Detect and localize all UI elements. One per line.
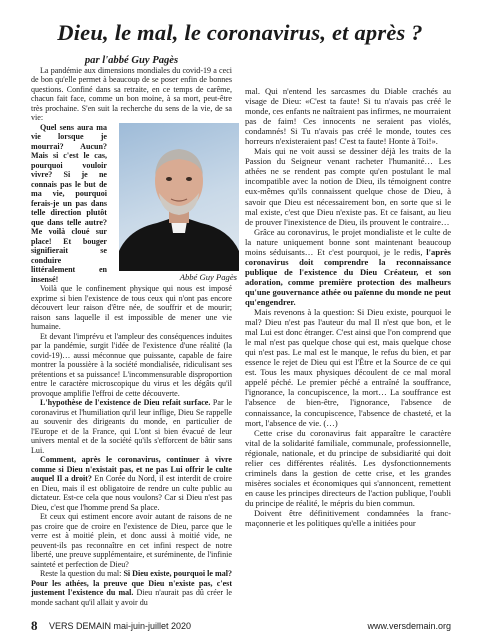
paragraph <box>31 569 232 607</box>
bold-text: L'hypothèse de l'existence de Dieu refait surface. <box>40 398 211 407</box>
left-column <box>31 55 237 607</box>
paragraph: La pandémie aux dimensions mondiales du covid-19 a ceci de bon qu'elle permet à beaucoup de se poser enfin de bonnes questions. Confiné dans sa retraite, en ce temps de carême, chacun fait face, comme un bon moine, à sa mort, peut-être très prochaine. S'en suit la recherche du sens de la vie, de sa vie: <box>31 65 232 122</box>
paragraph: Et devant l'imprévu et l'ampleur des conséquences induites par la pandémie, surgit l'idée de l'existence d'une réalité (la covid-19)… aussi méconnue que puissante, capable de faire montrer la poussière à la société mondialisée, ridiculisant ses prétentions et sa puissance! L'incommensurable disproportion entre le caractère microscopique du virus et les dégâts qu'il provoque amplifie l'effroi de cette découverte. <box>31 331 232 398</box>
paragraph: Et ceux qui estiment encore avoir autant de raisons de ne pas croire que de croire en l'existence de Dieu, parce que le verre est à moitié plein, et donc aussi à moitié vide, ne peuvent-ils pas reconnaître en cet infini respect de notre liberté, une preuve supplémentaire, et suréminente, de l'infinie sainteté et perfection de Dieu? <box>31 512 232 569</box>
text: Reste la question du mal: <box>40 569 124 578</box>
text: Dieu n'aurait pas dû créer le monde sachant qu'il allait y avoir du <box>31 588 232 607</box>
text: Grâce au coronavirus, le projet mondialiste et le culte de la nature uniquement bonne sont maintenant beaucoup moins séduisants… Et c'est pourquoi, je le redis, <box>245 226 451 257</box>
page-number: 8 <box>31 618 38 633</box>
paragraph: Quel sens aura ma vie lorsque je mourrai? Aucun? Mais si c'est le cas, pourquoi vouloir vivre? Si je ne connais pas le but de ma vie, pourquoi ferais-je un pas dans telle direction plutôt que dans telle autre? Me voilà cloué sur place! Et bouger signifierait se conduire littéralement en insensé! <box>31 122 107 284</box>
page-footer <box>31 620 451 634</box>
paragraph: Cette crise du coronavirus fait apparaître le caractère vital de la solidarité familiale, communale, professionnelle, régionale, nationale, et du principe de subsidiarité qui doit relier ces différentes réalités. Les dysfonctionnements criminels dans la gestion de cette crise, et les grandes misères sociales et économiques qui s'annoncent, remettent en cause les principes directeurs de l'action publique, l'oubli du principe de réalité, le mépris du bien commun. <box>245 427 451 508</box>
paragraph: Mais qui ne voit aussi se dessiner déjà les traits de la Passion du Seigneur venant racheter l'humanité… Les athées ne se rendent pas compte qu'en postulant le mal incompatible avec la notion de Dieu, ils témoignent contre eux-mêmes qu'ils connaissent quelque chose de Dieu, à savoir que Dieu est nécessairement bon, en sorte que si le mal existe, c'est que Dieu n'existe pas. Et ce faisant, au lieu de prouver l'inexistence de Dieu, ils prouvent le contraire… <box>245 146 451 227</box>
paragraph <box>31 398 232 455</box>
bold-text: Si Dieu existe, pourquoi le mal? Pour les athées, la preuve que Dieu n'existe pas, c'est justement l'existence du mal. <box>31 569 232 597</box>
publication-info: VERS DEMAIN mai-juin-juillet 2020 <box>49 621 192 631</box>
website-link[interactable]: www.versdemain.org <box>367 621 451 631</box>
author-photo-block <box>113 123 239 283</box>
right-column <box>245 86 451 528</box>
bold-text: Comment, après le coronavirus, continuer à vivre comme si Dieu n'existait pas, et ne pas Lui offrir le culte auquel Il a droit? <box>31 455 232 483</box>
bold-text: l'après coronavirus doit comprendre la reconnaissance publique de l'existence du Dieu Créateur, et son adoration, comme première protection des malheurs qu'une gouvernance athée ou païenne du monde ne peut qu'engendrer. <box>245 246 451 307</box>
paragraph: Mais revenons à la question: Si Dieu existe, pourquoi le mal? Dieu n'est pas l'auteur du mal Il n'est que bon, et le mal Lui est donc étranger. C'est ainsi que l'on comprend que le mal n'est pas quelque chose qui est, mais quelque chose qui n'est pas. Le mal est le manque, le refus du bien, et par essence le rejet de Dieu qui est l'Être et la Source de ce qui est. Tous les maux physiques découlent de ce mal moral appelé péché. Le premier péché a entraîné la souffrance, l'ignorance, la concupiscence, la mort… La souffrance est l'absence de bien-être, l'ignorance, l'absence de connaissance, la concupiscence, l'absence de chasteté, et la mort, l'absence de vie. (…) <box>245 307 452 428</box>
photo-caption: Abbé Guy Pagès <box>179 271 237 282</box>
paragraph <box>245 227 451 307</box>
byline: par l'abbé Guy Pagès <box>84 55 179 66</box>
text: Par le coronavirus et l'humiliation qu'il leur inflige, Dieu Se rappelle au souvenir des dirigeants du monde, en particulier de l'Europe et de la France, qui L'ont si bien évacué de leur univers mental et de la société qu'ils s'efforcent de bâtir sans Lui. <box>31 398 232 455</box>
article-title: Dieu, le mal, le coronavirus, et après ? <box>57 20 423 45</box>
paragraph: Doivent être définitivement condamnées la franc-maçonnerie et les politiques qu'elle a initiées pour <box>245 507 451 529</box>
priest-portrait-icon <box>119 123 239 271</box>
author-photo <box>119 123 239 271</box>
paragraph <box>31 455 232 512</box>
paragraph: mal. Qui n'entend les sarcasmes du Diable crachés au visage de Dieu: «C'est ta faute! Si tu n'avais pas créé le monde, ces enfants ne naîtraient pas infirmes, ne mourraient pas de faim! Ces innocents ne seraient pas violés, condamnés! Si Tu n'avais pas créé le monde, toutes ces horreurs n'existeraient pas! C'est ta faute! Honte à Toi!». <box>245 86 452 147</box>
text: En Corée du Nord, il est interdit de croire en Dieu, mais il est obligatoire de rendre un culte public au dictateur. Est-ce cela que nous voulons? Car si Dieu n'est pas Dieu, c'est que l'homme prend Sa place. <box>31 474 232 512</box>
paragraph: Voilà que le confinement physique qui nous est imposé exprime si bien l'existence de tous ceux qui n'ont pas encore découvert leur raison d'être née, de souffrir et de mourir; raison sans laquelle il est impossible de mener une vie humaine. <box>31 284 232 331</box>
